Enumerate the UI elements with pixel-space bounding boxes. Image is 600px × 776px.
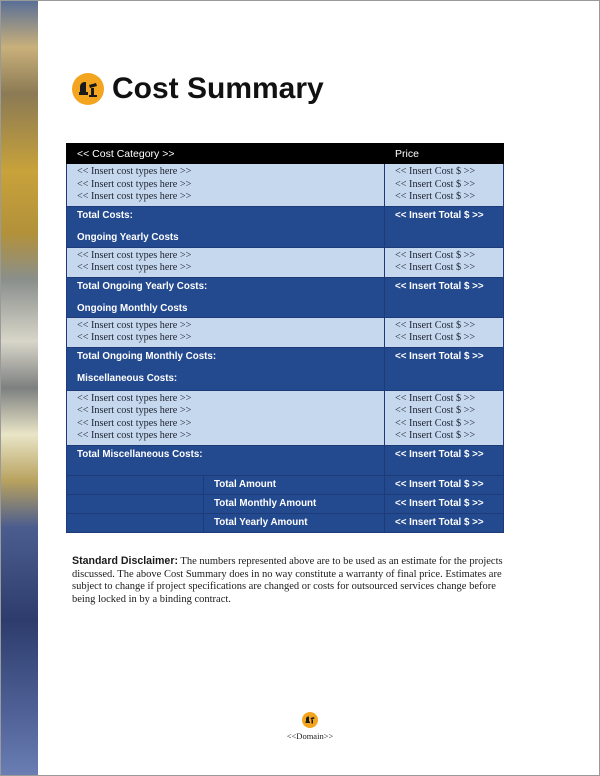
summary-value: << Insert Total $ >> xyxy=(385,494,504,513)
hardhat-logo-icon xyxy=(72,73,104,105)
total-label: Total Costs: xyxy=(77,209,133,221)
item-text: << Insert cost types here >> xyxy=(77,417,192,429)
item-text: << Insert cost types here >> xyxy=(77,249,192,261)
item-text: << Insert cost types here >> xyxy=(77,178,192,190)
total-row xyxy=(67,347,504,390)
disclaimer-heading: Standard Disclaimer: xyxy=(72,555,178,567)
item-text: << Insert cost types here >> xyxy=(77,191,192,202)
item-text: << Insert cost types here >> xyxy=(77,262,192,273)
total-label: Total Ongoing Yearly Costs: xyxy=(77,280,208,292)
summary-label: Total Yearly Amount xyxy=(204,513,385,532)
total-label-cell xyxy=(67,347,385,390)
summary-spacer xyxy=(67,513,204,532)
price-text: << Insert Cost $ >> xyxy=(395,249,476,261)
summary-label: Total Monthly Amount xyxy=(204,494,385,513)
total-label: Total Ongoing Monthly Costs: xyxy=(77,350,217,362)
price-text: << Insert Cost $ >> xyxy=(395,392,476,404)
item-row xyxy=(67,247,504,277)
item-list xyxy=(67,317,385,347)
side-photo-strip xyxy=(1,1,38,775)
header-price: Price xyxy=(385,144,504,164)
price-text: << Insert Cost $ >> xyxy=(395,262,476,273)
price-list xyxy=(385,390,504,445)
item-text: << Insert cost types here >> xyxy=(77,392,192,404)
item-text: << Insert cost types here >> xyxy=(77,166,192,177)
price-list xyxy=(385,247,504,277)
item-list xyxy=(67,390,385,445)
item-text: << Insert cost types here >> xyxy=(77,332,192,343)
total-label-cell xyxy=(67,206,385,247)
price-text: << Insert Cost $ >> xyxy=(395,332,476,343)
total-value: << Insert Total $ >> xyxy=(385,347,504,390)
price-text: << Insert Cost $ >> xyxy=(395,178,476,190)
disclaimer-text: The numbers represented above are to be used as an estimate for the projects discussed. The above Cost Summary does in no way constitute a warranty of final price. Estimates are subject to change if project specifications are changed or costs for outsourced services change before being locked in by a binding contract. xyxy=(72,556,503,605)
summary-value: << Insert Total $ >> xyxy=(385,475,504,494)
total-value: << Insert Total $ >> xyxy=(385,445,504,475)
total-row xyxy=(67,445,504,475)
item-text: << Insert cost types here >> xyxy=(77,405,192,416)
header-cost-category: << Cost Category >> xyxy=(67,144,385,164)
price-list xyxy=(385,317,504,347)
summary-spacer xyxy=(67,494,204,513)
price-list xyxy=(385,164,504,207)
price-text: << Insert Cost $ >> xyxy=(395,405,476,416)
price-text: << Insert Cost $ >> xyxy=(395,430,476,441)
item-row xyxy=(67,317,504,347)
item-list xyxy=(67,247,385,277)
total-label-cell xyxy=(67,277,385,317)
hardhat-logo-icon xyxy=(302,712,318,728)
cost-summary-table xyxy=(66,143,504,533)
item-text: << Insert cost types here >> xyxy=(77,430,192,441)
price-text: << Insert Cost $ >> xyxy=(395,319,476,331)
item-list xyxy=(67,164,385,207)
summary-label: Total Amount xyxy=(204,475,385,494)
price-text: << Insert Cost $ >> xyxy=(395,417,476,429)
summary-value: << Insert Total $ >> xyxy=(385,513,504,532)
summary-row xyxy=(67,513,504,532)
disclaimer xyxy=(72,555,517,606)
total-label: Total Miscellaneous Costs: xyxy=(67,445,385,475)
item-row xyxy=(67,164,504,207)
summary-spacer xyxy=(67,475,204,494)
page-title: Cost Summary xyxy=(112,72,324,105)
price-text: << Insert Cost $ >> xyxy=(395,191,476,202)
total-value: << Insert Total $ >> xyxy=(385,277,504,317)
total-row xyxy=(67,206,504,247)
section-label: Miscellaneous Costs: xyxy=(77,372,178,384)
section-label: Ongoing Monthly Costs xyxy=(77,302,188,314)
price-text: << Insert Cost $ >> xyxy=(395,166,476,177)
table-header-row xyxy=(67,144,504,164)
summary-row xyxy=(67,494,504,513)
summary-row xyxy=(67,475,504,494)
item-text: << Insert cost types here >> xyxy=(77,319,192,331)
total-row xyxy=(67,277,504,317)
footer-domain: <<Domain>> xyxy=(286,731,334,741)
section-label: Ongoing Yearly Costs xyxy=(77,231,179,243)
total-value: << Insert Total $ >> xyxy=(385,206,504,247)
item-row xyxy=(67,390,504,445)
